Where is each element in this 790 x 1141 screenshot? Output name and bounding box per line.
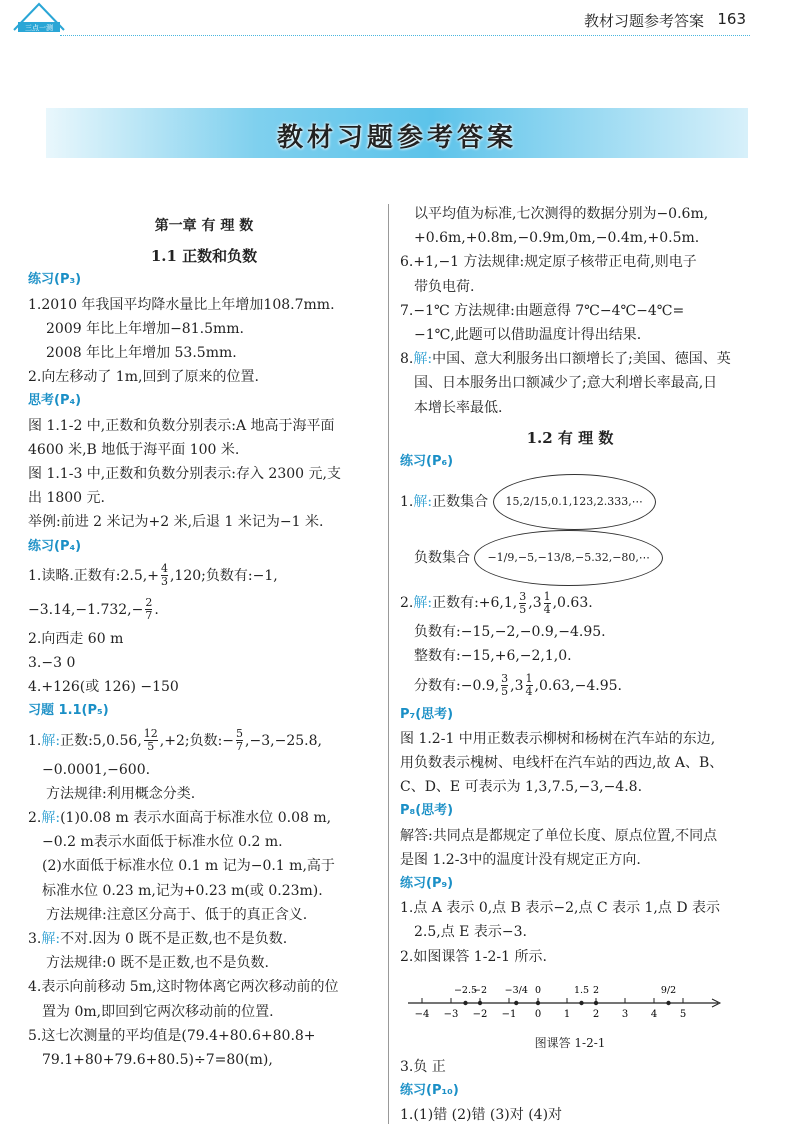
answer-line: 1.(1)错 (2)错 (3)对 (4)对 — [400, 1107, 563, 1124]
answer-line: C、D、E 可表示为 1,3,7.5,−3,−4.8. — [400, 779, 643, 796]
text: 2. — [28, 810, 42, 827]
answer-line — [28, 724, 380, 758]
text: 中国、意大利服务出口额增长了;美国、德国、英 — [432, 351, 731, 368]
point — [536, 1001, 540, 1005]
answer-line: 2.向左移动了 1m,回到了原来的位置. — [28, 369, 259, 386]
answer-line: 1.2010 年我国平均降水量比上年增加108.7mm. — [28, 296, 335, 313]
exercise-heading: 练习(P₆) — [400, 454, 454, 470]
text: . — [154, 601, 159, 618]
answer-line — [28, 927, 380, 951]
solution-mark: 解: — [41, 732, 61, 749]
denominator: 4 — [525, 685, 533, 699]
think-heading: 思考(P₄) — [28, 393, 82, 409]
logo-text: 三点一测 — [25, 24, 53, 32]
answer-line — [400, 474, 740, 530]
text: 1. — [28, 732, 42, 749]
positive-set-oval: 15,2/15,0.1,123,2.333,⋯ — [493, 474, 656, 530]
think-heading: P₇(思考) — [400, 706, 454, 722]
text: 正数:5,0.56, — [60, 732, 142, 749]
point-label: 1.5 — [573, 984, 590, 996]
column-divider — [388, 204, 389, 1124]
tick-label: 1 — [563, 1008, 571, 1020]
answer-line — [28, 806, 380, 830]
exercise-heading: 习题 1.1(P₅) — [28, 703, 109, 719]
answer-line: (2)水面低于标准水位 0.1 m 记为−0.1 m,高于 — [42, 858, 335, 875]
numerator: 3 — [519, 589, 527, 603]
answer-line: 以平均值为标准,七次测得的数据分别为−0.6m, — [414, 206, 709, 222]
tick-label: −4 — [414, 1008, 430, 1020]
tick-label: −1 — [501, 1008, 517, 1020]
running-title: 教材习题参考答案 — [583, 12, 704, 30]
fraction — [236, 728, 243, 753]
title-banner — [46, 108, 748, 158]
answer-line: −0.0001,−600. — [42, 761, 151, 778]
answer-line: 4.表示向前移动 5m,这时物体离它两次移动前的位 — [28, 979, 339, 996]
answer-line: 用负数表示槐树、电线杆在汽车站的西边,故 A、B、 — [400, 755, 724, 772]
text: ,0.63,−4.95. — [534, 677, 622, 694]
denominator: 7 — [236, 740, 244, 754]
numerator: 1 — [525, 672, 533, 686]
tick-label: −3 — [443, 1008, 459, 1020]
point — [666, 1001, 670, 1005]
text: ,0.63. — [552, 595, 593, 612]
numerator: 4 — [160, 562, 168, 576]
numerator: 5 — [236, 727, 244, 741]
answer-line: 7.−1℃ 方法规律:由题意得 7℃−4℃−4℃= — [400, 302, 685, 319]
answer-line: 2.5,点 E 表示−3. — [414, 924, 527, 941]
exercise-heading: 练习(P₁₀) — [400, 1083, 459, 1099]
think-heading: P₈(思考) — [400, 803, 454, 819]
answer-line: 图 1.1-3 中,正数和负数分别表示:存入 2300 元,支 — [28, 466, 341, 483]
denominator: 5 — [519, 602, 527, 616]
exercise-heading: 练习(P₃) — [28, 272, 82, 288]
answer-line: 6.+1,−1 方法规律:规定原子核带正电荷,则电子 — [400, 254, 697, 271]
section-title: 1.2 有 理 数 — [526, 428, 614, 447]
page-number: 163 — [717, 10, 746, 28]
numerator: 3 — [501, 672, 509, 686]
answer-line: 4600 米,B 地低于海平面 100 米. — [28, 441, 240, 458]
denominator: 5 — [501, 685, 509, 699]
answer-line: 方法规律:注意区分高于、低于的真正含义. — [46, 906, 308, 923]
answer-line: +0.6m,+0.8m,−0.9m,0m,−0.4m,+0.5m. — [414, 230, 700, 247]
fraction — [144, 728, 158, 753]
point — [514, 1001, 518, 1005]
tick-label: −2 — [472, 1008, 488, 1020]
answer-line — [28, 593, 380, 627]
answer-line: 图 1.2-1 中用正数表示柳树和杨树在汽车站的东边, — [400, 730, 716, 747]
answer-line: 负数有:−15,−2,−0.9,−4.95. — [414, 624, 606, 641]
text: −3.14,−1.732,− — [28, 601, 144, 618]
answer-line: −0.2 m表示水面低于标准水位 0.2 m. — [42, 834, 283, 851]
text: 负数集合 — [414, 550, 470, 567]
tick-label: 4 — [650, 1008, 658, 1020]
fraction — [161, 563, 168, 588]
answer-line: 置为 0m,即回到它两次移动前的位置. — [42, 1003, 274, 1020]
answer-line — [400, 530, 740, 586]
tick-label: 2 — [592, 1008, 600, 1020]
fraction — [526, 673, 533, 698]
denominator: 3 — [160, 575, 168, 589]
numerator: 12 — [143, 727, 158, 741]
fraction — [519, 591, 526, 616]
fraction — [501, 673, 508, 698]
answer-line: 出 1800 元. — [28, 490, 105, 507]
text: 8. — [400, 351, 414, 368]
exercise-heading: 练习(P₄) — [28, 538, 82, 554]
solution-mark: 解: — [41, 931, 61, 948]
text: 3. — [28, 931, 42, 948]
tick-label: 0 — [534, 1008, 542, 1020]
answer-line: 方法规律:0 既不是正数,也不是负数. — [46, 955, 269, 972]
answer-line: 带负电荷. — [414, 278, 475, 295]
fraction — [544, 591, 551, 616]
answer-line: −1℃,此题可以借助温度计得出结果. — [414, 327, 642, 344]
text: ,−3,−25.8, — [245, 732, 322, 749]
text: ,+2;负数:− — [159, 732, 235, 749]
exercise-heading: 练习(P₉) — [400, 876, 454, 892]
banner-title: 教材习题参考答案 — [276, 123, 517, 153]
header-rule — [60, 35, 750, 36]
solution-mark: 解: — [413, 494, 433, 511]
answer-line: 3.−3 0 — [28, 655, 76, 672]
text: 不对.因为 0 既不是正数,也不是负数. — [60, 931, 288, 948]
answer-line: 3.负 正 — [400, 1059, 446, 1076]
negative-set-oval: −1/9,−5,−13/8,−5.32,−80,⋯ — [474, 530, 662, 586]
answer-line: 举例:前进 2 米记为+2 米,后退 1 米记为−1 米. — [28, 514, 324, 531]
point — [579, 1001, 583, 1005]
point-label: 2 — [592, 984, 600, 996]
text: ,3 — [528, 595, 542, 612]
answer-line: 1.点 A 表示 0,点 B 表示−2,点 C 表示 1,点 D 表示 — [400, 900, 720, 917]
text: 1. — [400, 494, 414, 511]
answer-line: 解答:共同点是都规定了单位长度、原点位置,不同点 — [400, 827, 718, 844]
text: 2. — [400, 595, 414, 612]
point — [594, 1001, 598, 1005]
answer-line: 图 1.1-2 中,正数和负数分别表示:A 地高于海平面 — [28, 417, 335, 434]
text: 1.读略.正数有:2.5,+ — [28, 567, 159, 584]
page-header — [0, 0, 790, 40]
point-label: −3/4 — [504, 984, 528, 996]
point-label: −2.5 — [453, 984, 478, 996]
answer-line: 本增长率最低. — [414, 399, 503, 416]
tick-label: 5 — [679, 1008, 687, 1020]
section-title: 1.1 正数和负数 — [150, 247, 258, 266]
answer-line: 标准水位 0.23 m,记为+0.23 m(或 0.23m). — [42, 882, 323, 899]
left-column — [28, 200, 380, 1072]
answer-line: 2008 年比上年增加 53.5mm. — [46, 345, 237, 362]
text: ,120;负数有:−1, — [169, 567, 278, 584]
chapter-title: 第一章 有 理 数 — [154, 218, 254, 234]
answer-line: 方法规律:利用概念分类. — [46, 785, 196, 802]
solution-mark: 解: — [413, 351, 433, 368]
answer-line: 国、日本服务出口额减少了;意大利增长率最高,日 — [414, 375, 718, 392]
answer-line: 整数有:−15,+6,−2,1,0. — [414, 648, 572, 665]
number-line-figure — [400, 969, 730, 1027]
point-label: 0 — [534, 984, 542, 996]
denominator: 4 — [543, 602, 551, 616]
numerator: 2 — [145, 596, 153, 610]
answer-line: 2.向西走 60 m — [28, 630, 124, 647]
text: (1)0.08 m 表示水面高于标准水位 0.08 m, — [60, 810, 332, 827]
answer-line: 2009 年比上年增加−81.5mm. — [46, 320, 244, 337]
text: ,3 — [510, 677, 524, 694]
numerator: 1 — [543, 589, 551, 603]
answer-line — [400, 669, 740, 703]
answer-line — [400, 586, 740, 620]
solution-mark: 解: — [413, 595, 433, 612]
answer-line: 79.1+80+79.6+80.5)÷7=80(m), — [42, 1052, 273, 1069]
text: 正数有:+6,1, — [432, 595, 518, 612]
right-column — [400, 200, 740, 1128]
solution-mark: 解: — [41, 810, 61, 827]
text: 正数集合 — [432, 494, 489, 511]
answer-line: 2.如图课答 1-2-1 所示. — [400, 948, 547, 965]
denominator: 7 — [145, 609, 153, 623]
point — [463, 1001, 467, 1005]
answer-line: 是图 1.2-3中的温度计没有规定正方向. — [400, 851, 641, 868]
point-label: −2 — [472, 984, 488, 996]
answer-line: 5.这七次测量的平均值是(79.4+80.6+80.8+ — [28, 1027, 316, 1044]
answer-line — [400, 347, 740, 371]
point — [478, 1001, 482, 1005]
text: 分数有:−0.9, — [414, 677, 500, 694]
fraction — [145, 597, 152, 622]
answer-line: 4.+126(或 126) −150 — [28, 679, 179, 696]
figure-caption: 图课答 1-2-1 — [534, 1035, 606, 1050]
point-label: 9/2 — [660, 984, 677, 996]
answer-line — [28, 559, 380, 593]
denominator: 5 — [147, 740, 155, 754]
tick-label: 3 — [621, 1008, 629, 1020]
